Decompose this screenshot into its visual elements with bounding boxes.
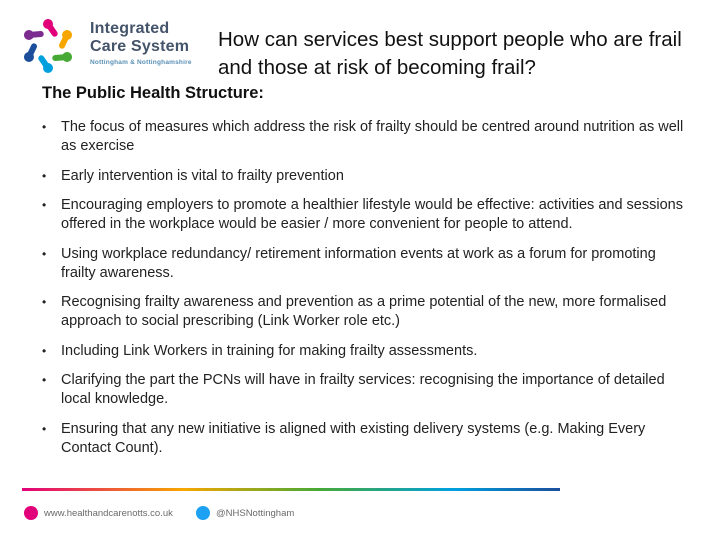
bullet-dot: •: [42, 373, 47, 387]
logo-line-2: Care System: [90, 38, 190, 55]
ics-logo: [14, 10, 214, 72]
logo-text: [90, 20, 192, 66]
logo-figure-body: [41, 58, 48, 68]
bullet-item: [42, 167, 692, 186]
bullet-list: [42, 118, 692, 468]
logo-figure-body: [55, 57, 67, 58]
bullet-item: [42, 245, 692, 283]
footer-twitter-text[interactable]: @NHSNottingham: [216, 507, 295, 519]
bullet-text: Including Link Workers in training for making frailty assessments.: [61, 342, 478, 359]
section-heading: The Public Health Structure:: [42, 84, 264, 102]
bullet-item: [42, 196, 692, 234]
bullet-dot: •: [42, 168, 47, 183]
bullet-item: [42, 342, 692, 361]
footer-website-text[interactable]: www.healthandcarenotts.co.uk: [44, 507, 173, 519]
bullet-item: [42, 371, 692, 409]
logo-figure-body: [29, 34, 41, 35]
bullet-text: Clarifying the part the PCNs will have in frailty services: recognising the importance of detailed local knowledge.: [61, 372, 665, 407]
bullet-dot: •: [42, 295, 47, 309]
web-icon: [24, 506, 38, 520]
bullet-dot: •: [42, 421, 47, 436]
bullet-dot: •: [42, 198, 47, 212]
bullet-text: The focus of measures which address the risk of frailty should be centred around nutrition as well as exercise: [61, 119, 684, 154]
bullet-text: Early intervention is vital to frailty prevention: [61, 167, 344, 184]
logo-line-1: Integrated: [90, 20, 170, 37]
footer-website[interactable]: [24, 506, 173, 520]
bullet-dot: •: [42, 120, 47, 134]
bullet-dot: •: [42, 246, 47, 261]
slide-title: How can services best support people who are frail and those at risk of becoming frail?: [218, 28, 682, 79]
bullet-text: Ensuring that any new initiative is aligned with existing delivery systems (e.g. Making Every Contact Count).: [61, 420, 646, 456]
bullet-text: Recognising frailty awareness and prevention as a prime potential of the new, more formalised approach to social prescribing (Link Worker role etc.): [61, 294, 667, 329]
bullet-item: [42, 293, 692, 331]
bullet-item: [42, 420, 692, 458]
logo-subtitle: Nottingham & Nottinghamshire: [90, 59, 192, 66]
bullet-text: Using workplace redundancy/ retirement information events at work as a forum for promoting frailty awareness.: [61, 245, 656, 281]
bullet-dot: •: [42, 343, 47, 358]
footer-twitter[interactable]: [196, 506, 294, 520]
bullet-item: [42, 118, 692, 156]
twitter-icon: [196, 506, 210, 520]
bullet-text: Encouraging employers to promote a healthier lifestyle would be effective: activities and sessions offered in the workplace would be easier / more convenient for people to attend.: [61, 197, 683, 232]
rainbow-divider: [22, 488, 560, 491]
logo-figure-body: [48, 24, 55, 34]
ics-logo-mark-icon: [16, 14, 80, 78]
